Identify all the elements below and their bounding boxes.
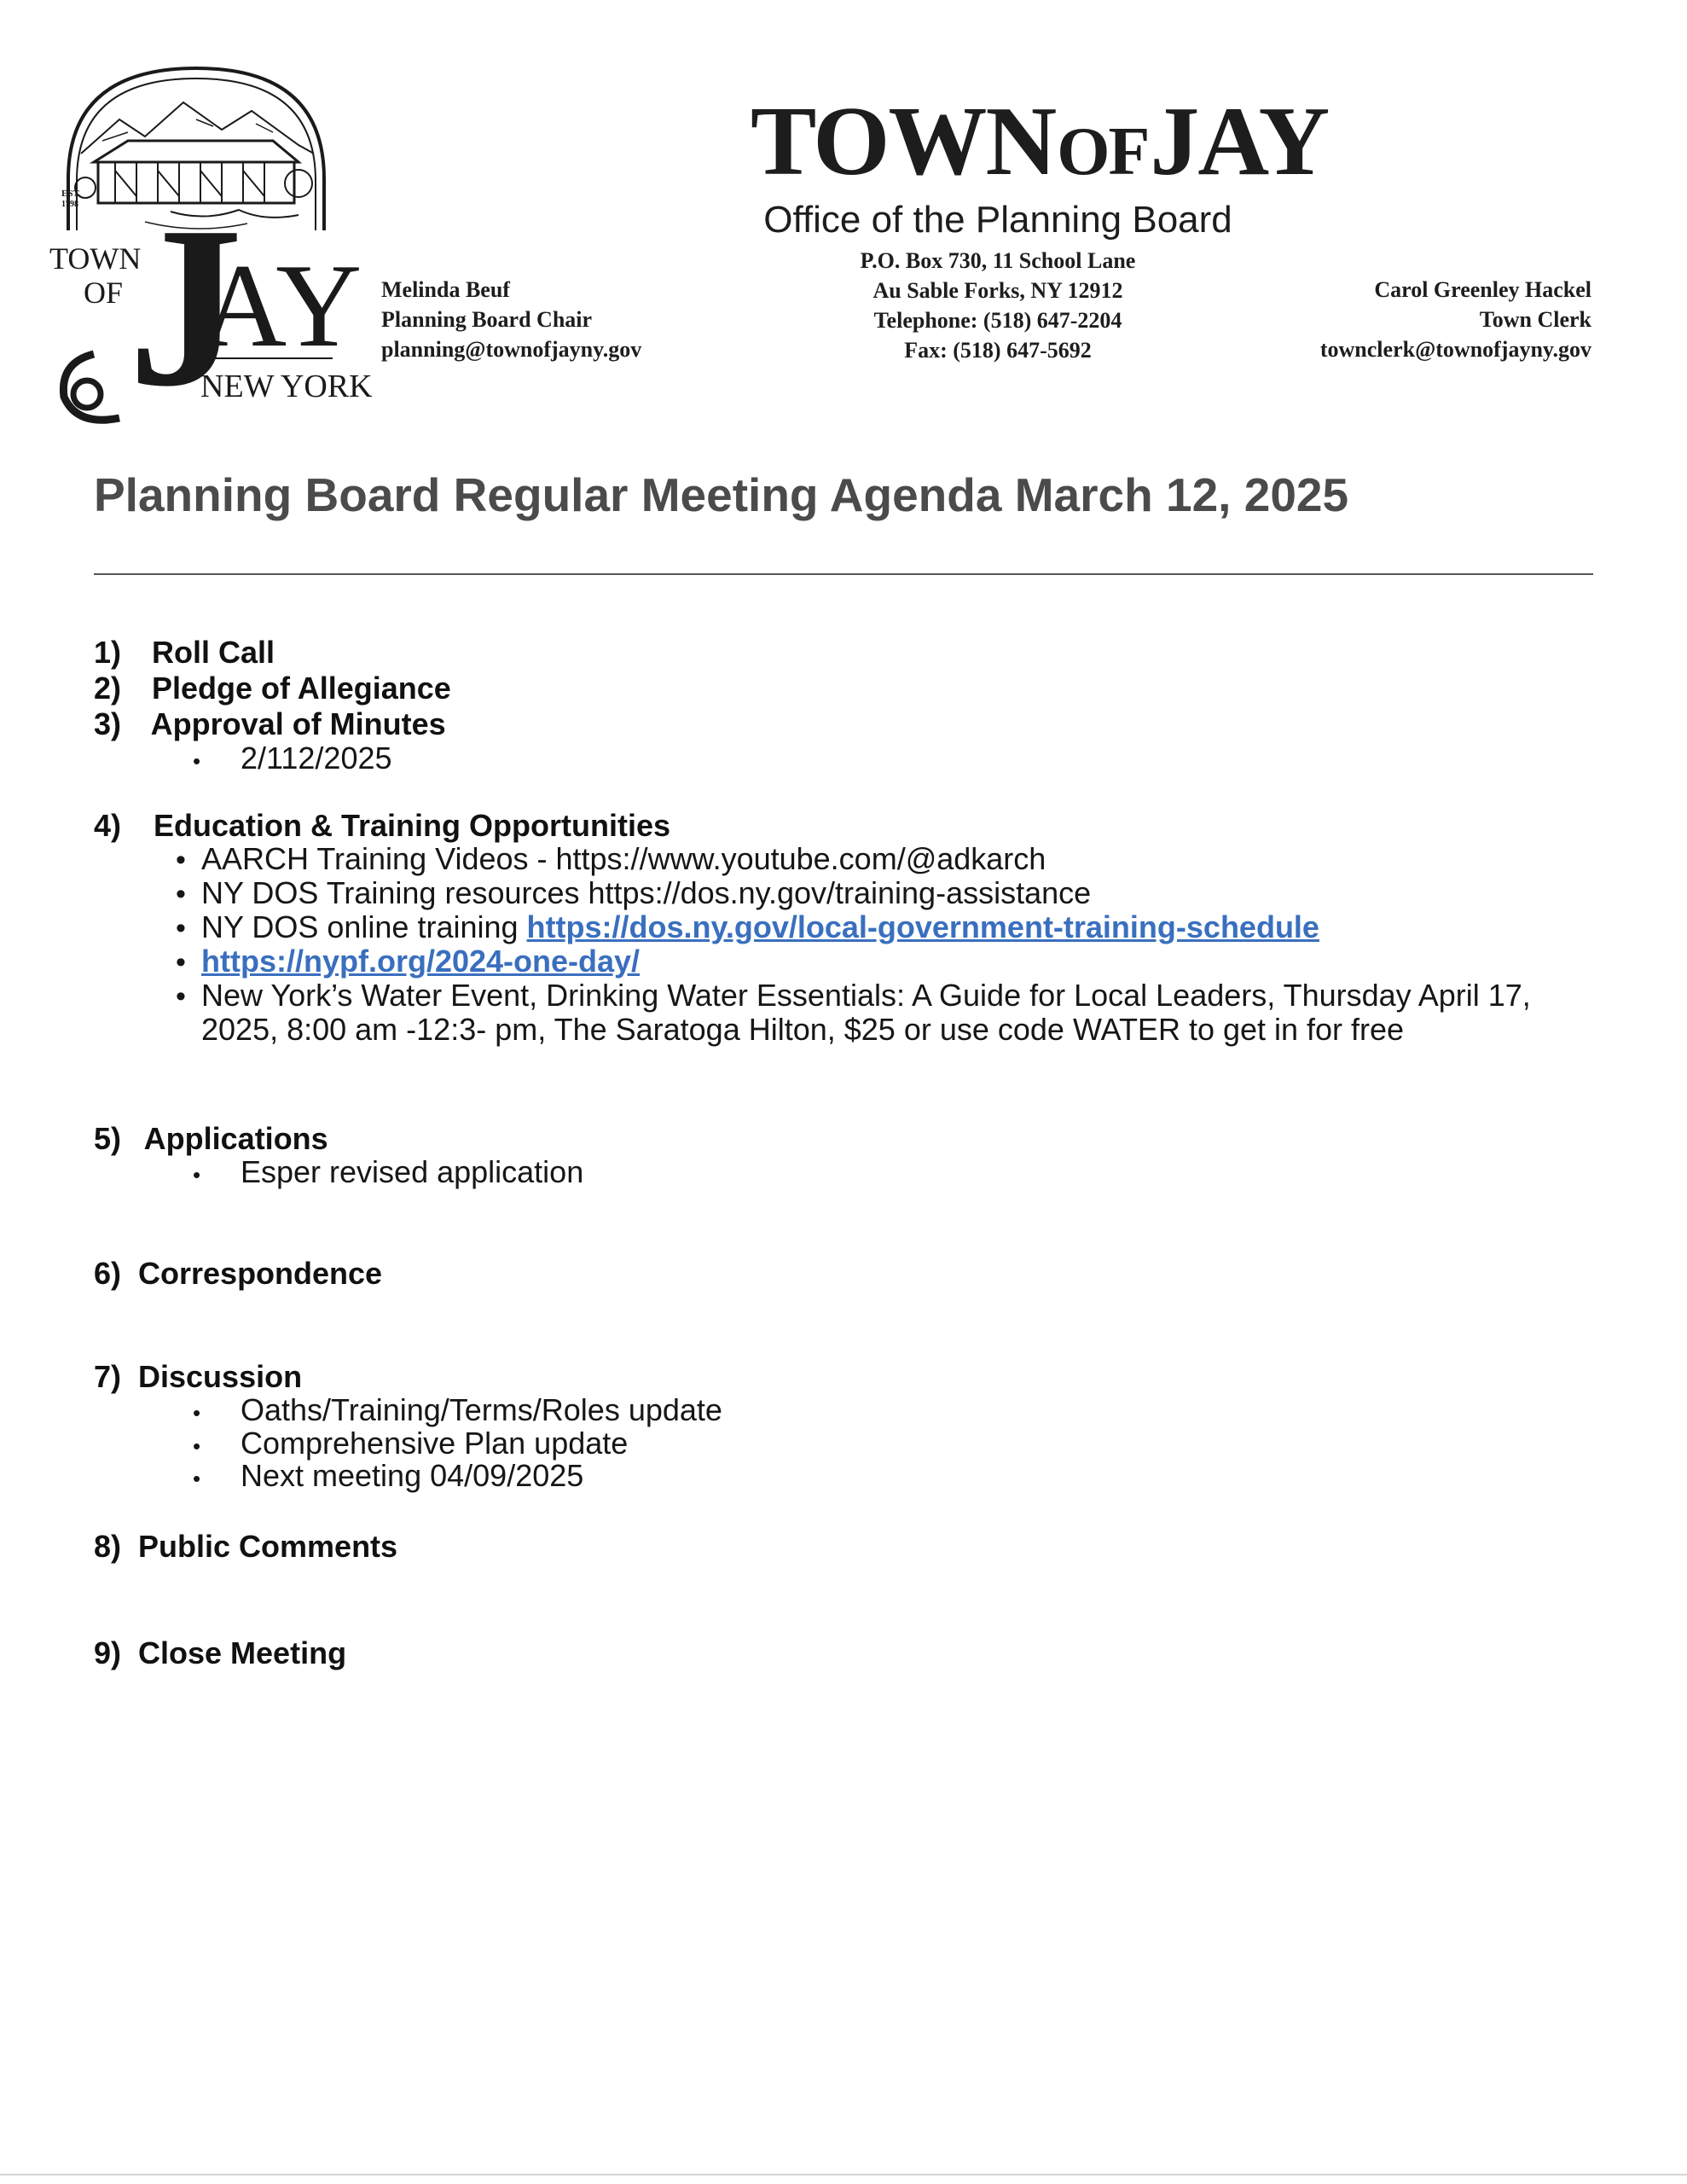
list-item: • NY DOS Training resources https://dos.ny.gov/training-assistance	[176, 875, 1092, 910]
town-title-of: OF	[1057, 114, 1149, 189]
list-item: • Esper revised application	[193, 1154, 584, 1189]
clerk-role: Town Clerk	[1479, 307, 1591, 332]
agenda-item-pledge	[94, 671, 451, 706]
title-divider	[94, 573, 1593, 575]
agenda-item-education	[94, 808, 670, 844]
item-label: Roll Call	[152, 635, 275, 670]
item-number: 1)	[94, 635, 122, 670]
chair-email[interactable]: planning@townofjayny.gov	[381, 337, 642, 362]
list-item: • AARCH Training Videos - https://www.youtube.com/@adkarch	[176, 841, 1046, 876]
item-number: 5)	[94, 1121, 122, 1156]
list-item: • Comprehensive Plan update	[193, 1426, 629, 1461]
item-label: Discussion	[138, 1359, 303, 1394]
agenda-item-roll-call	[94, 635, 275, 671]
list-item: • 2/112/2025	[193, 741, 392, 775]
item-number: 3)	[94, 706, 122, 741]
logo-j: J	[128, 179, 243, 434]
item-label: Close Meeting	[138, 1635, 347, 1670]
list-item	[176, 944, 640, 979]
logo-new-york: NEW YORK	[200, 369, 373, 404]
town-title-town: TOWN	[751, 87, 1056, 196]
chair-name: Melinda Beuf	[381, 277, 510, 302]
logo-est: EST.	[61, 189, 81, 199]
address-line: Au Sable Forks, NY 12912	[872, 278, 1123, 303]
agenda-item-correspondence	[94, 1256, 382, 1292]
office-name: Office of the Planning Board	[763, 199, 1232, 241]
item-label: Applications	[143, 1121, 328, 1156]
agenda-item-public-comments	[94, 1529, 397, 1565]
telephone: Telephone: (518) 647-2204	[873, 308, 1122, 333]
bullet-icon: •	[176, 878, 186, 910]
scan-edge	[0, 2174, 1687, 2175]
bullet-icon: •	[176, 912, 186, 944]
logo-of: OF	[84, 276, 124, 310]
nypf-link[interactable]: https://nypf.org/2024-one-day/	[201, 944, 641, 979]
covered-bridge-seal-icon	[43, 60, 373, 434]
agenda-item-discussion	[94, 1359, 302, 1395]
bullet-icon: •	[193, 1162, 201, 1188]
bullet-icon: •	[193, 1433, 201, 1459]
agenda-item-applications	[94, 1121, 328, 1157]
list-item: • Next meeting 04/09/2025	[193, 1458, 584, 1493]
agenda-item-close-meeting	[94, 1635, 346, 1671]
training-schedule-link[interactable]: https://dos.ny.gov/local-government-training-schedule	[526, 909, 1319, 944]
logo-town: TOWN	[49, 241, 142, 276]
chair-contact	[381, 275, 722, 364]
list-item: • Oaths/Training/Terms/Roles update	[193, 1392, 722, 1427]
fax: Fax: (518) 647-5692	[904, 338, 1092, 363]
town-title	[751, 85, 1329, 199]
item-label: Approval of Minutes	[150, 706, 446, 741]
item-number: 9)	[94, 1635, 122, 1670]
agenda-item-minutes	[94, 706, 446, 742]
item-label: Correspondence	[138, 1256, 383, 1291]
chair-role: Planning Board Chair	[381, 307, 593, 332]
item-number: 6)	[94, 1256, 122, 1291]
clerk-name: Carol Greenley Hackel	[1374, 277, 1591, 302]
bullet-icon: •	[193, 1466, 201, 1491]
bullet-icon: •	[176, 844, 186, 876]
bullet-icon: •	[193, 1400, 201, 1426]
clerk-contact	[1194, 275, 1591, 364]
list-item: • New York’s Water Event, Drinking Water Essentials: A Guide for Local Leaders, Thursday April 17,	[176, 978, 1531, 1013]
item-label: Pledge of Allegiance	[152, 671, 451, 706]
logo-est-year: 1798	[61, 200, 78, 209]
item-label: Public Comments	[138, 1529, 398, 1564]
address-line: P.O. Box 730, 11 School Lane	[860, 248, 1136, 273]
town-logo	[43, 60, 373, 434]
item-number: 7)	[94, 1359, 122, 1394]
list-item: • NY DOS online training https://dos.ny.gov/local-government-training-schedule	[176, 909, 1319, 944]
item-label: Education & Training Opportunities	[154, 808, 671, 843]
bullet-icon: •	[193, 748, 201, 774]
item-number: 4)	[94, 808, 122, 843]
list-item-continuation: 2025, 8:00 am -12:3- pm, The Saratoga Hilton, $25 or use code WATER to get in for free	[201, 1012, 1405, 1047]
logo-ay: AY	[200, 240, 362, 372]
item-number: 2)	[94, 671, 122, 706]
bullet-icon: •	[176, 980, 186, 1013]
page-title: Planning Board Regular Meeting Agenda March 12, 2025	[94, 468, 1349, 521]
bullet-icon: •	[176, 946, 186, 979]
town-title-jay: JAY	[1150, 87, 1329, 196]
clerk-email[interactable]: townclerk@townofjayny.gov	[1319, 337, 1591, 362]
item-number: 8)	[94, 1529, 122, 1564]
